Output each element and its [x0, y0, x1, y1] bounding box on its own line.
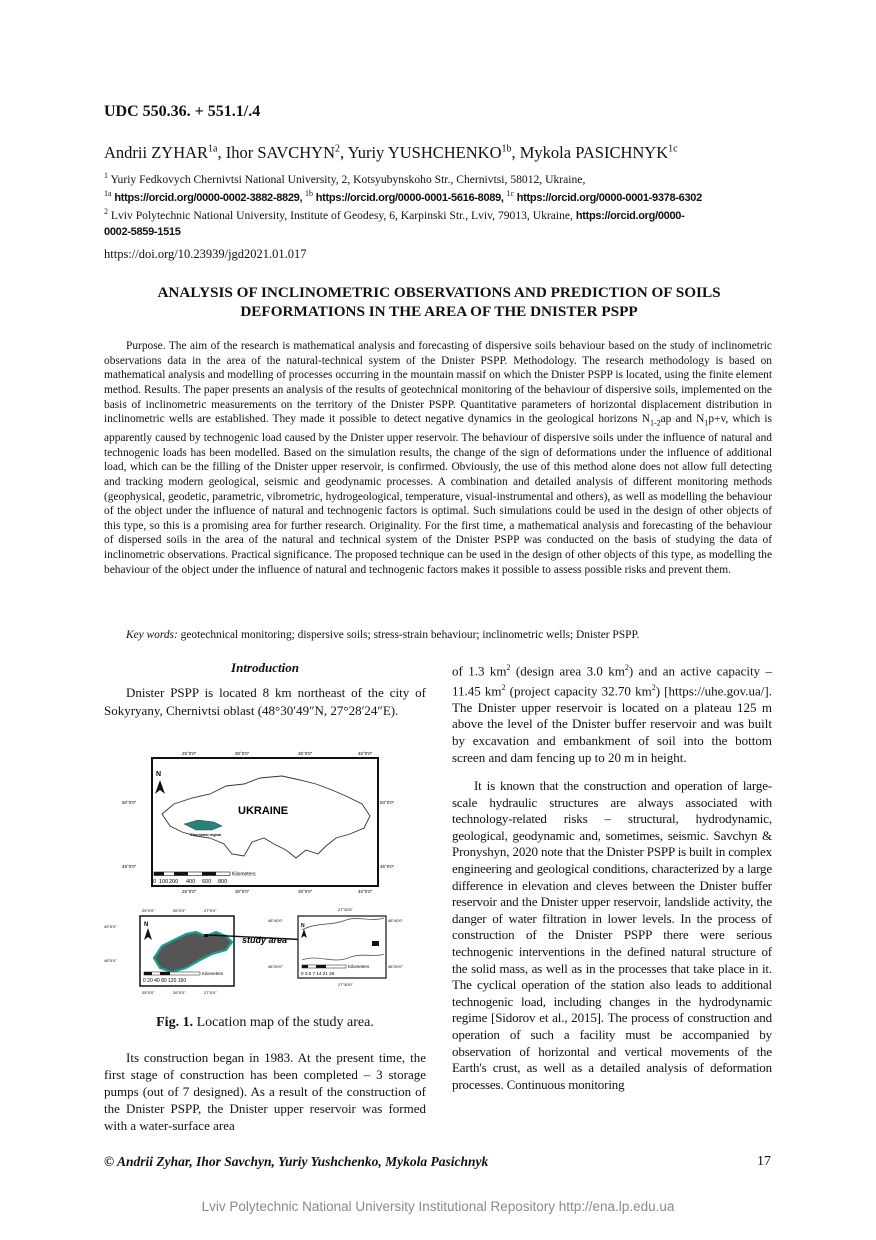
aff-sup: 1a — [104, 189, 112, 198]
km-label: Kilometers — [202, 971, 224, 976]
para-text: of 1.3 km — [452, 663, 507, 679]
north-label: N — [144, 922, 149, 928]
scale-label: 0 3.5 7 14 21 28 — [301, 971, 335, 976]
intro-paragraph: Dnister PSPP is located 8 km northeast of the city of Sokyryany, Chernivtsi oblast (48°30′49″N, 27°28′24″E). — [104, 685, 426, 718]
lat-label: 50°0'0" — [122, 800, 137, 805]
scale-label: 0 20 40 80 120 160 — [143, 978, 187, 984]
country-label: UKRAINE — [238, 805, 289, 817]
paper-title — [104, 283, 774, 321]
lon-label: 27°0'0" — [204, 908, 217, 913]
lon-label: 25°0'0" — [182, 889, 197, 894]
para-text: ) and an active capacity – 11.45 km — [452, 663, 772, 699]
scale-tick: 0 — [153, 879, 157, 885]
orcid-link[interactable]: https://orcid.org/0000- — [575, 209, 685, 222]
lon-label: 25°0'0" — [142, 908, 155, 913]
keywords-label: Key words: — [126, 629, 178, 641]
scale-tick: 400 — [186, 879, 196, 885]
copyright-footer: © Andrii Zyhar, Ihor Savchyn, Yuriy Yushchenko, Mykola Pasichnyk — [104, 1154, 489, 1169]
para-text: ) [https://uhe.gov.ua/]. The Dnister upper reservoir is located on a plateau 125 m above the level of the Dnister buffer reservoir and was built by excavation and embankment of soil into the bottom screen and dam fencing up to 20 m in height. — [452, 683, 772, 765]
aff-text: Yuriy Fedkovych Chernivtsi National University, 2, Kotsyubynskoho Str., Chernivtsi, 58012, Ukraine, — [108, 172, 586, 186]
aff-sup: 1c — [506, 189, 514, 198]
udc-code: UDC 550.36. + 551.1/.4 — [104, 103, 261, 120]
reservoir-paragraph — [452, 660, 772, 766]
orcid-link[interactable]: https://orcid.org/0000-0001-5616-8089, — [313, 191, 507, 204]
lat-label: 49°0'0" — [104, 924, 117, 929]
para-sup: 2 — [501, 682, 506, 692]
inset-map-frame — [298, 916, 386, 978]
section-heading-introduction: Introduction — [231, 660, 299, 675]
lon-label: 30°0'0" — [235, 751, 250, 756]
para-text: (project capacity 32.70 km — [505, 683, 652, 699]
orcid-link[interactable]: https://orcid.org/0000-0001-9378-6302 — [514, 191, 702, 204]
km-label: Kilometers — [348, 964, 370, 969]
scale-bar-segment — [144, 972, 152, 975]
lon-label: 35°0'0" — [298, 751, 313, 756]
lon-label: 26°0'0" — [173, 908, 186, 913]
scale-bar-segment — [202, 872, 216, 876]
scale-tick: 100 — [159, 879, 169, 885]
figure-caption-label: Fig. 1. — [156, 1015, 194, 1030]
author-sep: , — [217, 143, 226, 162]
para-sup: 2 — [624, 663, 629, 672]
scale-bar-segment — [302, 965, 308, 968]
scale-bar-segment — [174, 872, 188, 876]
aff-sup: 2 — [104, 207, 108, 216]
risks-paragraph: It is known that the construction and operation of large-scale hydraulic structures are always associated with technology-related risks – structural, hydrodynamic, geological, geodynamic and, sometimes, seismic. Savchyn & Pronyshyn, 2020 note that the Dnister PSPP is built in complex engineering and geological conditions, characterized by a large difference in elevation and cleves between the Dnister buffer reservoir and the Dnister upper reservoir, landslide activity, the danger of water filtration in lower levels. In the process of construction of the Dnister PSPP there were serious technogenic interventions in the defined natural structure of the solid mass, as well as in the processes that take place in it. The cyclical operation of the station also leads to additional technogenic load, including changes in the hydrodynamic regime [Sidorov et al., 2015]. The process of construction and operation of such a facility must be accompanied by observation of horizontal and vertical movements of the Earth's crust, as well as a detailed analysis of deformation processes. Continuous monitoring — [452, 778, 772, 1092]
lon-label: 26°0'0" — [173, 990, 186, 995]
lat-label: 48°0'0" — [104, 958, 117, 963]
lon-label: 27°0'0" — [204, 990, 217, 995]
lon-label: 25°0'0" — [142, 990, 155, 995]
location-map-figure — [104, 746, 410, 996]
author-sup: 1a — [208, 143, 218, 155]
title-line: DEFORMATIONS IN THE AREA OF THE DNISTER PSPP — [240, 303, 638, 320]
author-name: Yuriy YUSHCHENKO — [347, 143, 502, 162]
lon-label: 40°0'0" — [358, 889, 373, 894]
abstract-text: p+v, which is apparently caused by technogenic load caused by the Dnister upper reservoir. The behaviour of dispersive soils under the influence of natural and technogenic loads has been modelled. Based on the simulation results, the change of the sign of deformations under the influence of additional load, which can be the filling of the Dnister upper reservoir, is confirmed. Obviously, the use of this method alone does not allow full detecting and tracking modern geological, seismic and geodynamic processes. A combination and detailed analysis of different monitoring methods (geophysical, geodetic, parametric, vibrometric, hydrogeological, temperature, visual-instrumental and others), as well as modelling the behaviour of the object under the influence of natural and technogenic factors is optimal. Such simulations could be used in the design of other objects of this type, so this is a promising area for further research. Originality. For the first time, a mathematical analysis and forecasting of the behaviour of dispersed soils in the area of the natural and technical system of the Dnister PSPP was conducted on the basis of studying the data of inclinometric observations. Practical significance. The proposed technique can be used in the design of other objects of this type, as modelling the behaviour of the object under the influence of natural and technogenic factors makes it possible to assess possible risks and prevent them. — [104, 413, 772, 576]
north-label: N — [301, 923, 305, 929]
lat-label: 50°0'0" — [380, 800, 395, 805]
scale-bar — [154, 872, 230, 876]
site-marker — [372, 941, 379, 946]
lat-label: 48°40'0" — [388, 918, 403, 923]
lat-label: 45°0'0" — [122, 864, 137, 869]
lon-label: 30°0'0" — [235, 889, 250, 894]
lat-label: 48°20'0" — [388, 964, 403, 969]
scale-tick: 200 — [169, 879, 179, 885]
north-label: N — [156, 771, 162, 778]
lat-label: 48°20'0" — [268, 964, 283, 969]
author-sup: 1c — [668, 143, 678, 155]
orcid-link[interactable]: https://orcid.org/0000-0002-3882-8829, — [111, 191, 305, 204]
page-number: 17 — [757, 1154, 771, 1169]
lat-label: 48°40'0" — [268, 918, 283, 923]
author-list — [104, 143, 678, 163]
lon-label: 27°30'0" — [338, 907, 353, 912]
study-area-label: study area — [242, 935, 288, 945]
construction-paragraph: Its construction began in 1983. At the present time, the first stage of construction has been completed – 3 storage pumps (out of 7 designed). As a result of the construction of the Dnister PSPP, the Dnister upper reservoir was formed with a water-surface area — [104, 1050, 426, 1133]
keywords — [126, 629, 639, 641]
para-sup: 2 — [506, 663, 511, 672]
aff-text: Lviv Polytechnic National University, Institute of Geodesy, 6, Karpinski Str., Lviv, 79013, Ukraine, — [108, 208, 576, 222]
affiliation-2 — [104, 204, 774, 241]
abstract-sub: 1-2 — [649, 418, 661, 428]
doi-link[interactable]: https://doi.org/10.23939/jgd2021.01.017 — [104, 247, 307, 261]
aff-sup: 1 — [104, 171, 108, 180]
lon-label: 40°0'0" — [358, 751, 373, 756]
lon-label: 35°0'0" — [298, 889, 313, 894]
figure-caption-text: Location map of the study area. — [193, 1015, 374, 1030]
km-label: Kilometers — [232, 871, 256, 878]
scale-bar — [144, 972, 200, 975]
figure-caption — [104, 1015, 426, 1031]
lat-label: 45°0'0" — [380, 864, 395, 869]
author-sup: 2 — [335, 143, 340, 155]
lon-label: 25°0'0" — [182, 751, 197, 756]
scale-bar-segment — [160, 972, 170, 975]
scale-bar-segment — [154, 872, 164, 876]
region-label: Chernivtsi region — [190, 833, 222, 837]
scale-tick: 800 — [218, 879, 228, 885]
site-marker — [204, 934, 208, 937]
para-text: (design area 3.0 km — [510, 663, 625, 679]
abstract — [104, 339, 772, 577]
author-name: Mykola PASICHNYK — [519, 143, 669, 162]
author-sep: , — [511, 143, 520, 162]
author-name: Andrii ZYHAR — [104, 143, 209, 162]
title-line: ANALYSIS OF INCLINOMETRIC OBSERVATIONS AND PREDICTION OF SOILS — [157, 284, 721, 301]
affiliation-1 — [104, 168, 774, 187]
scale-bar-segment — [316, 965, 326, 968]
abstract-sub: 1 — [704, 418, 709, 428]
lon-label: 27°30'0" — [338, 982, 353, 987]
repository-watermark: Lviv Polytechnic National University Institutional Repository http://ena.lp.edu.ua — [201, 1199, 675, 1214]
scale-tick: 600 — [202, 879, 212, 885]
abstract-text: ap and N — [660, 413, 705, 426]
abstract-text: Purpose. The aim of the research is mathematical analysis and forecasting of dispersive soils behaviour based on the study of inclinometric observations data in the area of the natural-technical system of the Dnister PSPP. Methodology. The research methodology is based on mathematical analysis and modelling of processes occurring in the mountain massif on which the Dnister PSPP is located, using the finite element method. Results. The paper presents an analysis of the results of geotechnical monitoring of the behaviour of dispersive soils, implemented on the basis of inclinometric measurements on the territory of the Dnister PSPP. Quantitative parameters of horizontal displacement distribution in inclinometric wells are established. They made it possible to detect negative dynamics in the geological horizons N — [104, 340, 772, 426]
para-sup: 2 — [651, 682, 656, 692]
orcid-link[interactable]: 0002-5859-1515 — [104, 226, 181, 239]
keywords-text: geotechnical monitoring; dispersive soils; stress-strain behaviour; inclinometric wells; Dnister PSPP. — [177, 629, 640, 641]
author-sup: 1b — [501, 143, 512, 155]
author-sep: , — [340, 143, 348, 162]
aff-sup: 1b — [305, 189, 313, 198]
author-name: Ihor SAVCHYN — [225, 143, 335, 162]
